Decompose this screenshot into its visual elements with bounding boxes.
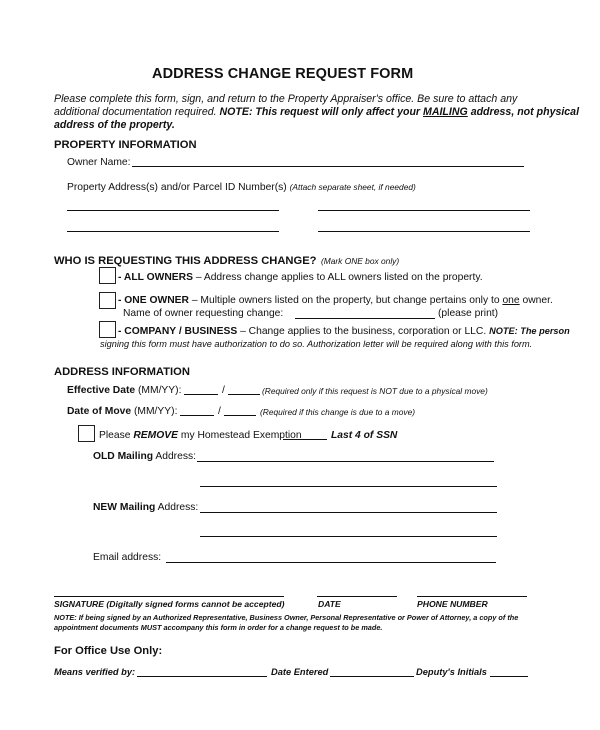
- remove-homestead-checkbox[interactable]: [78, 425, 95, 442]
- company-option: - COMPANY / BUSINESS – Change applies to the business, corporation or LLC. NOTE: The person: [118, 326, 570, 337]
- address-information-heading: ADDRESS INFORMATION: [54, 366, 190, 378]
- effective-year-field[interactable]: [228, 394, 260, 395]
- one-owner-option: - ONE OWNER – Multiple owners listed on the property, but change pertains only to one owner.: [118, 295, 553, 306]
- deputy-initials-label: Deputy's Initials: [416, 667, 487, 677]
- effective-date-row: Effective Date (MM/YY):: [67, 385, 182, 396]
- phone-number-label: PHONE NUMBER: [417, 599, 488, 609]
- intro-line-2: additional documentation required. NOTE: This request will only affect your MAILING address, not physical: [54, 106, 580, 118]
- email-address-field[interactable]: [166, 562, 496, 563]
- parcel-field-1[interactable]: [67, 210, 279, 211]
- intro-line-3: address of the property.: [54, 119, 175, 131]
- new-address-field-2[interactable]: [200, 536, 497, 537]
- email-address-label: Email address:: [93, 552, 162, 563]
- requesting-heading: WHO IS REQUESTING THIS ADDRESS CHANGE? (Mark ONE box only): [54, 255, 400, 267]
- all-owners-option: - ALL OWNERS – Address change applies to ALL owners listed on the property.: [118, 272, 483, 283]
- date-label: DATE: [318, 599, 341, 609]
- means-verified-label: Means verified by:: [54, 667, 136, 677]
- signature-note-line-1: NOTE: If being signed by an Authorized Representative, Business Owner, Personal Representative or Power of Attorney, a copy of the: [54, 613, 519, 622]
- company-note-line-2: signing this form must have authorization to do so. Authorization letter will be required along with this form.: [100, 339, 533, 349]
- old-address-field-1[interactable]: [197, 461, 494, 462]
- date-field[interactable]: [317, 596, 397, 597]
- effective-month-field[interactable]: [184, 394, 218, 395]
- ssn-label: Last 4 of SSN: [331, 430, 398, 441]
- new-mailing-address-label: NEW Mailing Address:: [93, 502, 199, 513]
- signature-label: SIGNATURE (Digitally signed forms cannot be accepted): [54, 599, 285, 609]
- ssn-field[interactable]: [283, 439, 327, 440]
- parcel-label: Property Address(s) and/or Parcel ID Number(s) (Attach separate sheet, if needed): [67, 182, 416, 193]
- property-information-heading: PROPERTY INFORMATION: [54, 139, 197, 151]
- one-owner-name-label: Name of owner requesting change:: [123, 308, 284, 319]
- owner-name-field[interactable]: [132, 166, 524, 167]
- effective-slash: /: [222, 385, 225, 396]
- new-address-field-1[interactable]: [200, 512, 497, 513]
- company-checkbox[interactable]: [99, 321, 116, 338]
- phone-field[interactable]: [417, 596, 527, 597]
- parcel-field-4[interactable]: [318, 231, 530, 232]
- old-mailing-address-label: OLD Mailing Address:: [93, 451, 196, 462]
- deputy-initials-field[interactable]: [490, 676, 528, 677]
- one-owner-name-note: (please print): [438, 308, 499, 319]
- date-entered-field[interactable]: [330, 676, 414, 677]
- means-verified-field[interactable]: [137, 676, 267, 677]
- office-use-heading: For Office Use Only:: [54, 645, 163, 657]
- move-month-field[interactable]: [180, 415, 214, 416]
- signature-note-line-2: appointment documents MUST accompany this form in order for a change request to be made.: [54, 623, 383, 632]
- date-entered-label: Date Entered: [271, 667, 329, 677]
- form-title: ADDRESS CHANGE REQUEST FORM: [152, 66, 414, 82]
- parcel-field-2[interactable]: [318, 210, 530, 211]
- one-owner-name-field[interactable]: [295, 318, 435, 319]
- one-owner-checkbox[interactable]: [99, 292, 116, 309]
- effective-date-note: (Required only if this request is NOT due to a physical move): [262, 386, 488, 396]
- old-address-field-2[interactable]: [200, 486, 497, 487]
- move-date-note: (Required if this change is due to a move): [260, 407, 416, 417]
- move-year-field[interactable]: [224, 415, 256, 416]
- parcel-field-3[interactable]: [67, 231, 279, 232]
- all-owners-checkbox[interactable]: [99, 267, 116, 284]
- intro-line-1: Please complete this form, sign, and return to the Property Appraiser's office. Be sure to attach any: [54, 93, 518, 105]
- signature-field[interactable]: [54, 596, 284, 597]
- remove-homestead-label: Please REMOVE my Homestead Exemption: [99, 430, 302, 441]
- move-date-row: Date of Move (MM/YY):: [67, 406, 178, 417]
- move-slash: /: [218, 406, 221, 417]
- owner-name-label: Owner Name:: [67, 157, 131, 168]
